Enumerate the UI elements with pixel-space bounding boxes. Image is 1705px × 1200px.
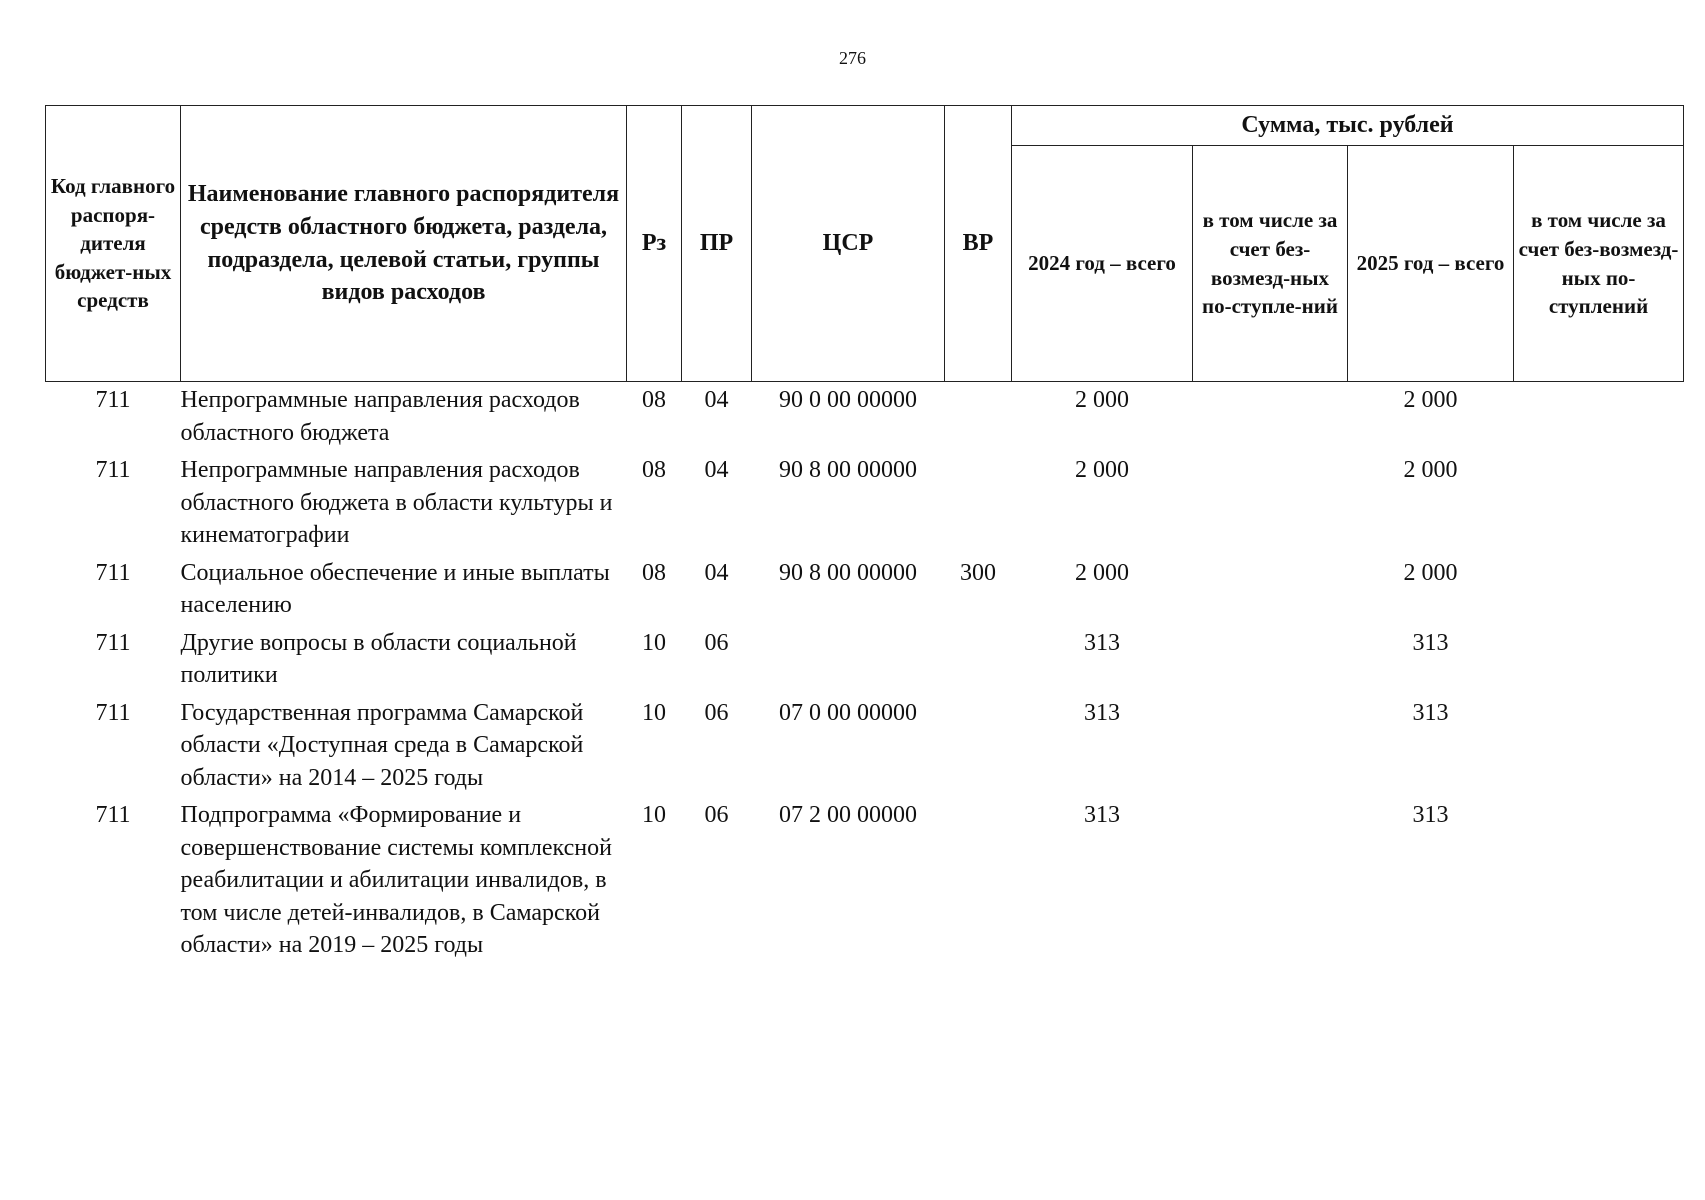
cell-vr (945, 452, 1012, 555)
cell-csr: 90 8 00 00000 (779, 457, 917, 483)
header-name: Наименование главного распорядителя средств областного бюджета, раздела, подраздела, целевой статьи, группы видов расходов (181, 106, 627, 382)
cell-name: Другие вопросы в области социальной политики (180, 629, 577, 688)
cell-2025-grants (1514, 797, 1684, 965)
cell-2024-total: 2 000 (1075, 387, 1129, 413)
cell-code: 711 (95, 802, 131, 828)
header-2025-grants: в том числе за счет без-возмезд-ных по-ступлений (1514, 146, 1684, 382)
cell-pr: 06 (704, 699, 729, 726)
header-2024-grants: в том числе за счет без-возмезд-ных по-ступле-ний (1193, 146, 1348, 382)
table-body (46, 382, 1684, 965)
cell-2024-total: 2 000 (1075, 457, 1129, 483)
cell-rz: 08 (642, 387, 666, 413)
cell-2024-grants (1193, 625, 1348, 695)
table-row (46, 555, 1684, 625)
cell-2025-grants (1514, 695, 1684, 798)
header-2025-total: 2025 год – всего (1348, 146, 1514, 382)
cell-2025-grants (1514, 625, 1684, 695)
cell-2024-total: 313 (1084, 629, 1120, 656)
cell-2025-total: 2 000 (1403, 559, 1458, 586)
cell-2024-grants (1193, 797, 1348, 965)
table-row (46, 797, 1684, 965)
cell-vr (945, 695, 1012, 798)
cell-name: Непрограммные направления расходов областного бюджета (180, 387, 580, 446)
header-vr: ВР (945, 106, 1012, 382)
table-row (46, 382, 1684, 453)
cell-2024-total: 2 000 (1075, 559, 1129, 586)
cell-name: Государственная программа Самарской области «Доступная среда в Самарской области» на 2014 – 2025 годы (180, 699, 584, 791)
cell-2025-total: 313 (1412, 629, 1449, 656)
cell-2025-total: 2 000 (1403, 387, 1458, 413)
cell-rz: 08 (642, 457, 666, 483)
cell-2024-grants (1193, 452, 1348, 555)
cell-csr: 07 0 00 00000 (779, 699, 917, 726)
cell-2024-total: 313 (1084, 802, 1120, 828)
header-2024-total: 2024 год – всего (1012, 146, 1193, 382)
cell-code: 711 (95, 457, 131, 483)
cell-code: 711 (95, 629, 131, 656)
cell-rz: 10 (642, 629, 666, 656)
cell-2025-total: 313 (1412, 802, 1449, 828)
cell-vr (945, 625, 1012, 695)
cell-vr (945, 797, 1012, 965)
cell-csr: 07 2 00 00000 (779, 802, 917, 828)
cell-csr (752, 625, 945, 695)
cell-2025-grants (1514, 452, 1684, 555)
header-rz: Рз (627, 106, 682, 382)
cell-code: 711 (95, 559, 131, 586)
cell-pr: 06 (704, 802, 729, 828)
budget-table (45, 105, 1684, 965)
cell-name: Социальное обеспечение и иные выплаты населению (180, 559, 610, 618)
cell-rz: 08 (642, 559, 666, 586)
cell-2025-grants (1514, 555, 1684, 625)
cell-pr: 04 (704, 559, 729, 586)
cell-csr: 90 8 00 00000 (779, 559, 917, 586)
cell-2024-grants (1193, 695, 1348, 798)
cell-csr: 90 0 00 00000 (779, 387, 917, 413)
table-row (46, 452, 1684, 555)
cell-code: 711 (95, 699, 131, 726)
cell-vr: 300 (960, 559, 996, 586)
table-row (46, 695, 1684, 798)
table-header (46, 106, 1684, 382)
cell-2024-grants (1193, 555, 1348, 625)
header-pr: ПР (682, 106, 752, 382)
cell-pr: 04 (704, 387, 729, 413)
cell-rz: 10 (642, 699, 666, 726)
cell-name: Подпрограмма «Формирование и совершенствование системы комплексной реабилитации и абилитации инвалидов, в том числе детей-инвалидов, в Самарской области» на 2019 – 2025 годы (180, 802, 612, 958)
page-number: 276 (839, 48, 866, 68)
cell-name: Непрограммные направления расходов областного бюджета в области культуры и кинематографии (180, 457, 613, 548)
cell-code: 711 (95, 387, 131, 413)
cell-pr: 04 (704, 457, 729, 483)
header-sum-group: Сумма, тыс. рублей (1012, 106, 1684, 146)
cell-2024-total: 313 (1084, 699, 1120, 726)
cell-2024-grants (1193, 382, 1348, 453)
cell-pr: 06 (704, 629, 729, 656)
table-row (46, 625, 1684, 695)
header-code: Код главного распоря-дителя бюджет-ных средств (46, 106, 181, 382)
cell-2025-total: 313 (1412, 699, 1449, 726)
cell-rz: 10 (642, 802, 666, 828)
cell-2025-grants (1514, 382, 1684, 453)
cell-vr (945, 382, 1012, 453)
header-csr: ЦСР (752, 106, 945, 382)
cell-2025-total: 2 000 (1403, 457, 1458, 483)
